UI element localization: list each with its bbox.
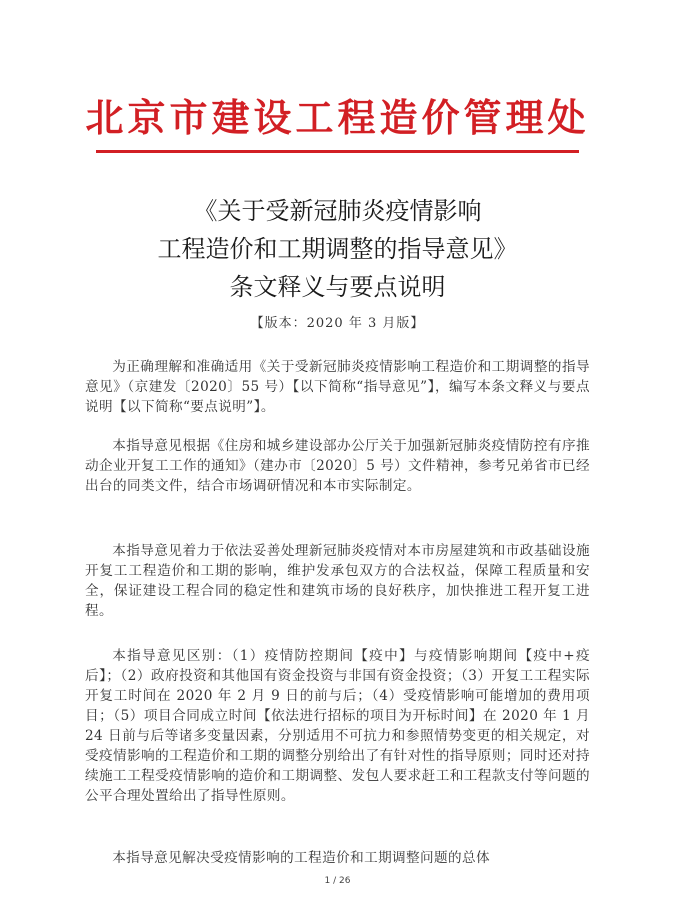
document-title-line-3: 条文释义与要点说明 <box>229 273 446 301</box>
body-paragraph: 本指导意见区别：（1）疫情防控期间【疫中】与疫情影响期间【疫中+疫后】；（2）政府投资和其他国有资金投资与非国有资金投资；（3）开复工工程实际开复工时间在 2020 年 2 月 9 日的前与后；（4）受疫情影响可能增加的费用项目；（5）项目合同成立时间【依法进行招标的项目为开标时间】在 2020 年 1 月 24 日前与后等诸多变量因素，分别适用不可抗力和参照情势变更的相关规定，对受疫情影响的工程造价和工期的调整分别给出了有针对性的指导原则；同时还对持续施工工程受疫情影响的造价和工期调整、发包人要求赶工和工程款支付等问题的公平合理处置给出了指导性原则。 <box>85 648 590 804</box>
version-label: 【版本：2020 年 3 月版】 <box>250 316 425 331</box>
red-header-rule <box>96 150 579 153</box>
document-title-line-1: 《关于受新冠肺炎疫情影响 <box>193 197 482 225</box>
body-paragraph: 本指导意见根据《住房和城乡建设部办公厅关于加强新冠肺炎疫情防控有序推动企业开复工工作的通知》（建办市〔2020〕5 号）文件精神，参考兄弟省市已经出台的同类文件，结合市场调研情况和本市实际制定。 <box>85 438 590 494</box>
issuing-organization: 北京市建设工程造价管理处 <box>85 95 590 140</box>
page-indicator: 1 / 26 <box>324 876 351 886</box>
body-paragraph: 本指导意见解决受疫情影响的工程造价和工期调整问题的总体 <box>112 850 491 866</box>
document-title-line-2: 工程造价和工期调整的指导意见》 <box>157 235 518 263</box>
body-paragraph: 为正确理解和准确适用《关于受新冠肺炎疫情影响工程造价和工期调整的指导意见》（京建发〔2020〕55 号）【以下简称“指导意见”】，编写本条文释义与要点说明【以下简称“要点说明”】。 <box>85 359 590 415</box>
body-paragraph: 本指导意见着力于依法妥善处理新冠肺炎疫情对本市房屋建筑和市政基础设施开复工工程造价和工期的影响，维护发承包双方的合法权益，保障工程质量和安全，保证建设工程合同的稳定性和建筑市场的良好秩序，加快推进工程开复工进程。 <box>85 543 590 619</box>
